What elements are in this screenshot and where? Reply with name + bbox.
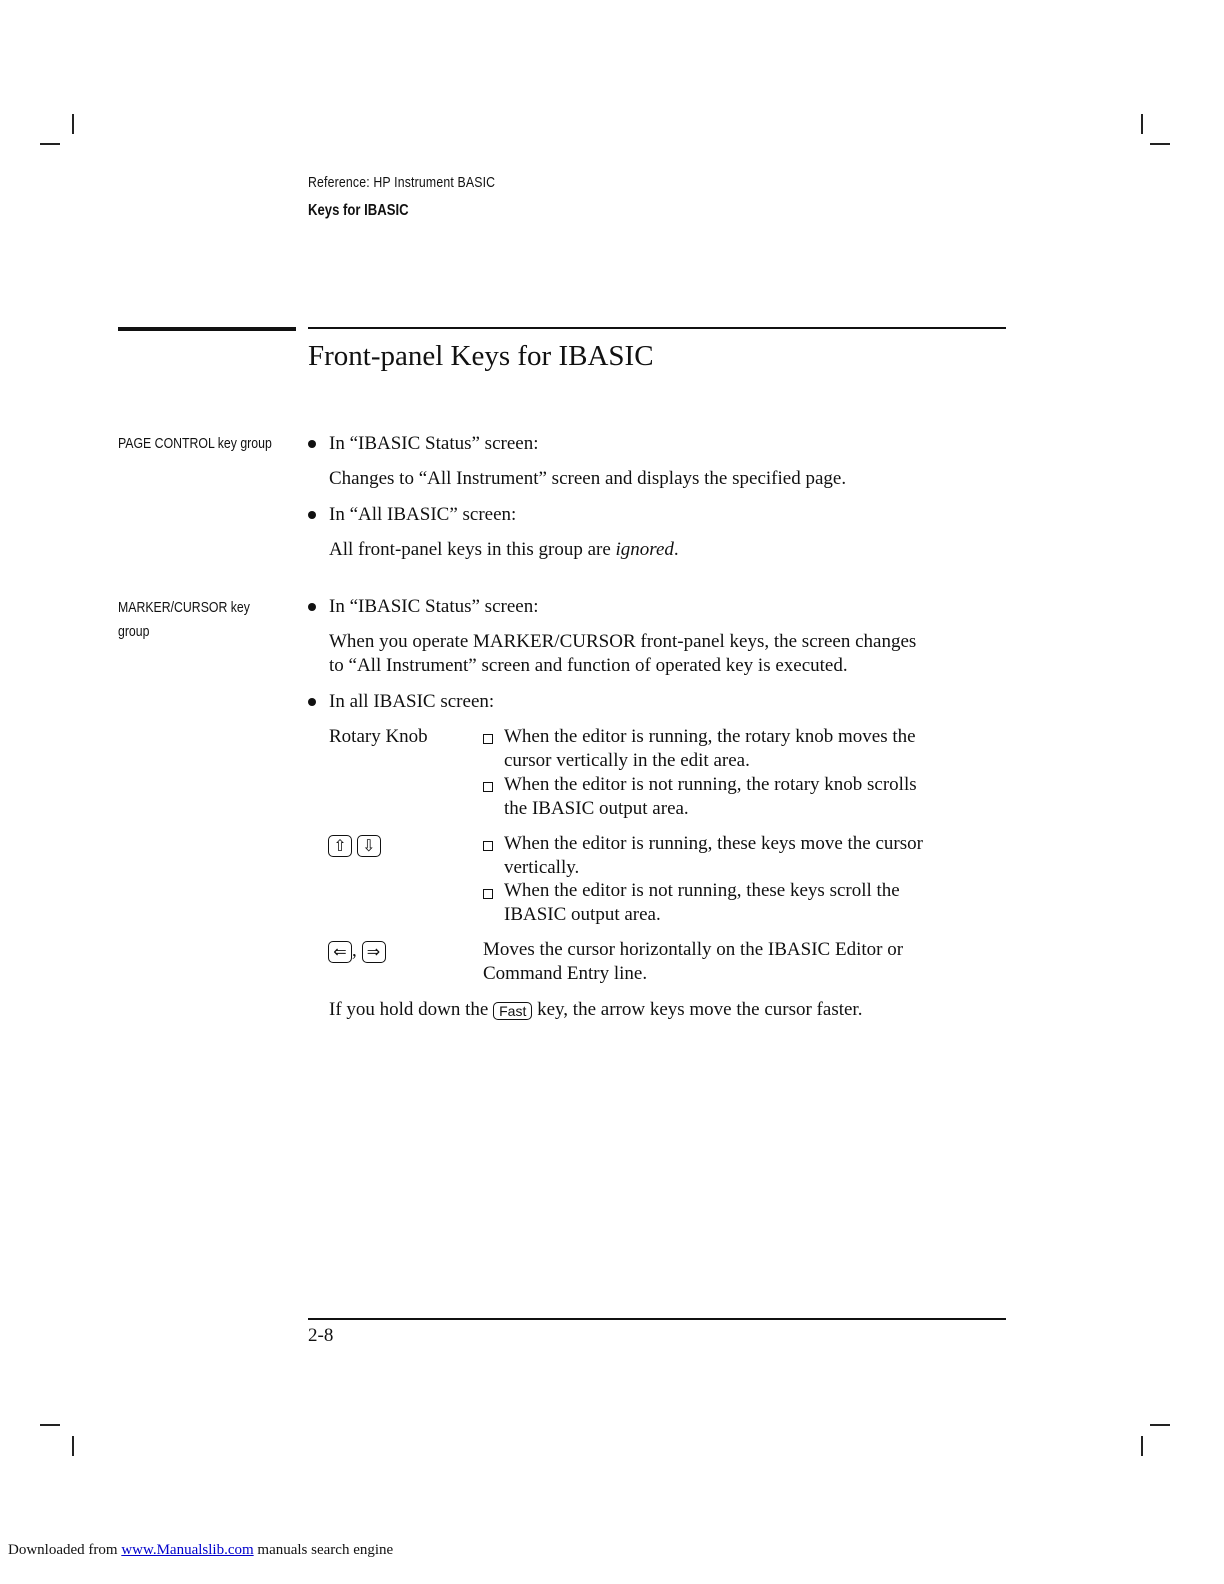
marker-item1-heading: In “IBASIC Status” screen: (329, 596, 539, 617)
crop-mark (72, 1436, 74, 1456)
text-run: All front-panel keys in this group are (329, 539, 616, 560)
bullet (308, 603, 316, 611)
emphasis: ignored (615, 539, 674, 560)
up-arrow-key-icon: ⇧ (328, 835, 352, 857)
fast-key-icon: Fast (493, 1002, 532, 1020)
page-control-item2-heading: In “All IBASIC” screen: (329, 504, 517, 525)
marker-item1-text-line1: When you operate MARKER/CURSOR front-panel keys, the screen changes (329, 631, 917, 652)
bullet (308, 440, 316, 448)
label-line: group (118, 623, 150, 640)
rotary-item-a-line1: When the editor is running, the rotary knob moves the (504, 726, 916, 747)
marker-item1-text-line2: to “All Instrument” screen and function of operated key is executed. (329, 655, 848, 676)
right-arrow-key-icon: ⇒ (362, 941, 386, 963)
rotary-knob-label: Rotary Knob (329, 726, 428, 747)
up-down-keys (328, 833, 381, 857)
fast-key-text (329, 998, 862, 1022)
bullet (308, 511, 316, 519)
margin-label-marker-cursor (118, 596, 315, 644)
title-rule-thin (308, 327, 1006, 329)
crop-mark (1150, 143, 1170, 145)
updown-item-a-line2: vertically. (504, 857, 580, 878)
updown-item-b-line1: When the editor is not running, these keys scroll the (504, 880, 900, 901)
updown-item-a-line1: When the editor is running, these keys move the cursor (504, 833, 923, 854)
left-arrow-key-icon: ⇐ (328, 941, 352, 963)
bullet (308, 698, 316, 706)
page-control-item1-heading: In “IBASIC Status” screen: (329, 433, 539, 454)
crop-mark (72, 114, 74, 134)
title-rule-thick (118, 327, 296, 331)
footer-suffix: manuals search engine (253, 1542, 394, 1558)
rotary-item-a-line2: cursor vertically in the edit area. (504, 750, 750, 771)
checkbox-bullet-icon (483, 889, 493, 899)
label-line: MARKER/CURSOR key (118, 599, 250, 616)
margin-label-page-control: PAGE CONTROL key group (118, 435, 272, 452)
running-header-reference: Reference: HP Instrument BASIC (308, 174, 496, 191)
manualslib-link[interactable]: www.Manualslib.com (121, 1542, 254, 1558)
crop-mark (1141, 114, 1143, 134)
page-number: 2-8 (308, 1325, 334, 1346)
down-arrow-key-icon: ⇩ (357, 835, 381, 857)
text-run: If you hold down the (329, 999, 494, 1020)
crop-mark (40, 1424, 60, 1426)
text-run: . (673, 539, 679, 560)
left-right-text-line2: Command Entry line. (483, 963, 648, 984)
footer-prefix: Downloaded from (8, 1542, 122, 1558)
checkbox-bullet-icon (483, 841, 493, 851)
checkbox-bullet-icon (483, 782, 493, 792)
running-header-section: Keys for IBASIC (308, 202, 409, 219)
rotary-item-b-line2: the IBASIC output area. (504, 798, 689, 819)
updown-item-b-line2: IBASIC output area. (504, 904, 661, 925)
separator: , (352, 940, 357, 961)
crop-mark (1141, 1436, 1143, 1456)
left-right-text-line1: Moves the cursor horizontally on the IBASIC Editor or (483, 939, 904, 960)
download-footer (8, 1542, 393, 1559)
page-control-item1-text: Changes to “All Instrument” screen and displays the specified page. (329, 468, 847, 489)
left-right-keys (328, 939, 386, 963)
page-title: Front-panel Keys for IBASIC (308, 340, 654, 372)
rotary-item-b-line1: When the editor is not running, the rotary knob scrolls (504, 774, 917, 795)
crop-mark (40, 143, 60, 145)
checkbox-bullet-icon (483, 734, 493, 744)
text-run: key, the arrow keys move the cursor faster. (532, 999, 863, 1020)
footer-rule (308, 1318, 1006, 1320)
page-control-item2-text (329, 538, 679, 562)
marker-item2-heading: In all IBASIC screen: (329, 691, 495, 712)
crop-mark (1150, 1424, 1170, 1426)
